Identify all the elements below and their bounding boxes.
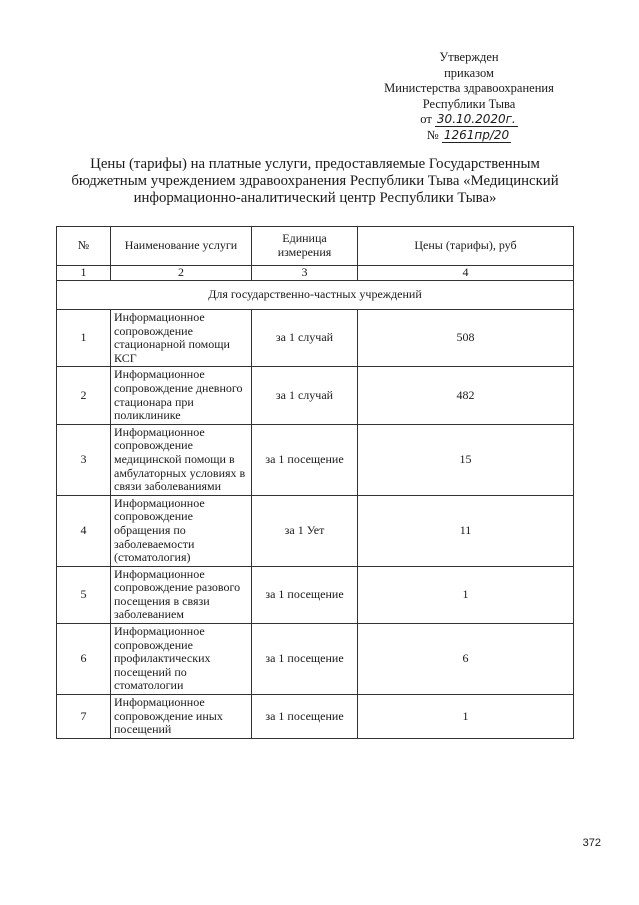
- row-number: 6: [57, 624, 111, 695]
- unit-cell: за 1 посещение: [252, 424, 358, 495]
- table-row: [57, 624, 574, 695]
- unit-cell: за 1 посещение: [252, 624, 358, 695]
- document-title: Цены (тарифы) на платные услуги, предоставляемые Государственным бюджетным учреждением здравоохранения Республики Тыва «Медицинский информационно-аналитический центр Республики Тыва»: [71, 156, 559, 206]
- price-table: [56, 226, 574, 739]
- unit-cell: за 1 случай: [252, 310, 358, 367]
- table-row: [57, 424, 574, 495]
- header-number: №: [57, 227, 111, 266]
- column-index: 1: [57, 266, 111, 281]
- section-title: Для государственно-частных учреждений: [57, 281, 574, 310]
- row-number: 5: [57, 566, 111, 623]
- page-number: 372: [582, 837, 601, 849]
- column-index-row: [57, 266, 574, 281]
- price-cell: 6: [358, 624, 574, 695]
- price-cell: 1: [358, 566, 574, 623]
- service-name: Информационное сопровождение иных посещений: [111, 695, 252, 739]
- price-cell: 482: [358, 367, 574, 424]
- table-row: [57, 495, 574, 566]
- approval-number: [349, 128, 589, 144]
- approval-line: приказом: [444, 65, 494, 80]
- price-cell: 15: [358, 424, 574, 495]
- table-row: [57, 310, 574, 367]
- approval-block: [349, 50, 589, 143]
- service-name: Информационное сопровождение стационарной помощи КСГ: [111, 310, 252, 367]
- service-name: Информационное сопровождение медицинской помощи в амбулаторных условиях в связи заболеваниями: [111, 424, 252, 495]
- row-number: 3: [57, 424, 111, 495]
- service-name: Информационное сопровождение дневного стационара при поликлинике: [111, 367, 252, 424]
- price-cell: 1: [358, 695, 574, 739]
- approval-line: Республики Тыва: [422, 96, 516, 111]
- unit-cell: за 1 посещение: [252, 566, 358, 623]
- price-cell: 508: [358, 310, 574, 367]
- service-name: Информационное сопровождение разового посещения в связи заболеванием: [111, 566, 252, 623]
- service-name: Информационное сопровождение профилактических посещений по стоматологии: [111, 624, 252, 695]
- date-value: 30.10.2020г.: [436, 112, 516, 126]
- table-row: [57, 695, 574, 739]
- date-prefix: от: [420, 112, 432, 126]
- row-number: 7: [57, 695, 111, 739]
- approval-line: Министерства здравоохранения: [384, 81, 554, 95]
- header-service-name: Наименование услуги: [111, 227, 252, 266]
- table-row: [57, 566, 574, 623]
- column-index: 4: [358, 266, 574, 281]
- price-cell: 11: [358, 495, 574, 566]
- number-prefix: №: [426, 127, 439, 142]
- row-number: 4: [57, 495, 111, 566]
- header-unit: Единица измерения: [252, 227, 358, 266]
- row-number: 2: [57, 367, 111, 424]
- approval-line: Утвержден: [439, 50, 499, 64]
- header-price: Цены (тарифы), руб: [358, 227, 574, 266]
- unit-cell: за 1 посещение: [252, 695, 358, 739]
- header-row: [57, 227, 574, 266]
- service-name: Информационное сопровождение обращения по заболеваемости (стоматология): [111, 495, 252, 566]
- unit-cell: за 1 случай: [252, 367, 358, 424]
- unit-cell: за 1 Ует: [252, 495, 358, 566]
- column-index: 3: [252, 266, 358, 281]
- column-index: 2: [111, 266, 252, 281]
- row-number: 1: [57, 310, 111, 367]
- number-value: 1261пр/20: [443, 127, 510, 142]
- table-row: [57, 367, 574, 424]
- approval-date: [349, 112, 589, 128]
- section-row: [57, 281, 574, 310]
